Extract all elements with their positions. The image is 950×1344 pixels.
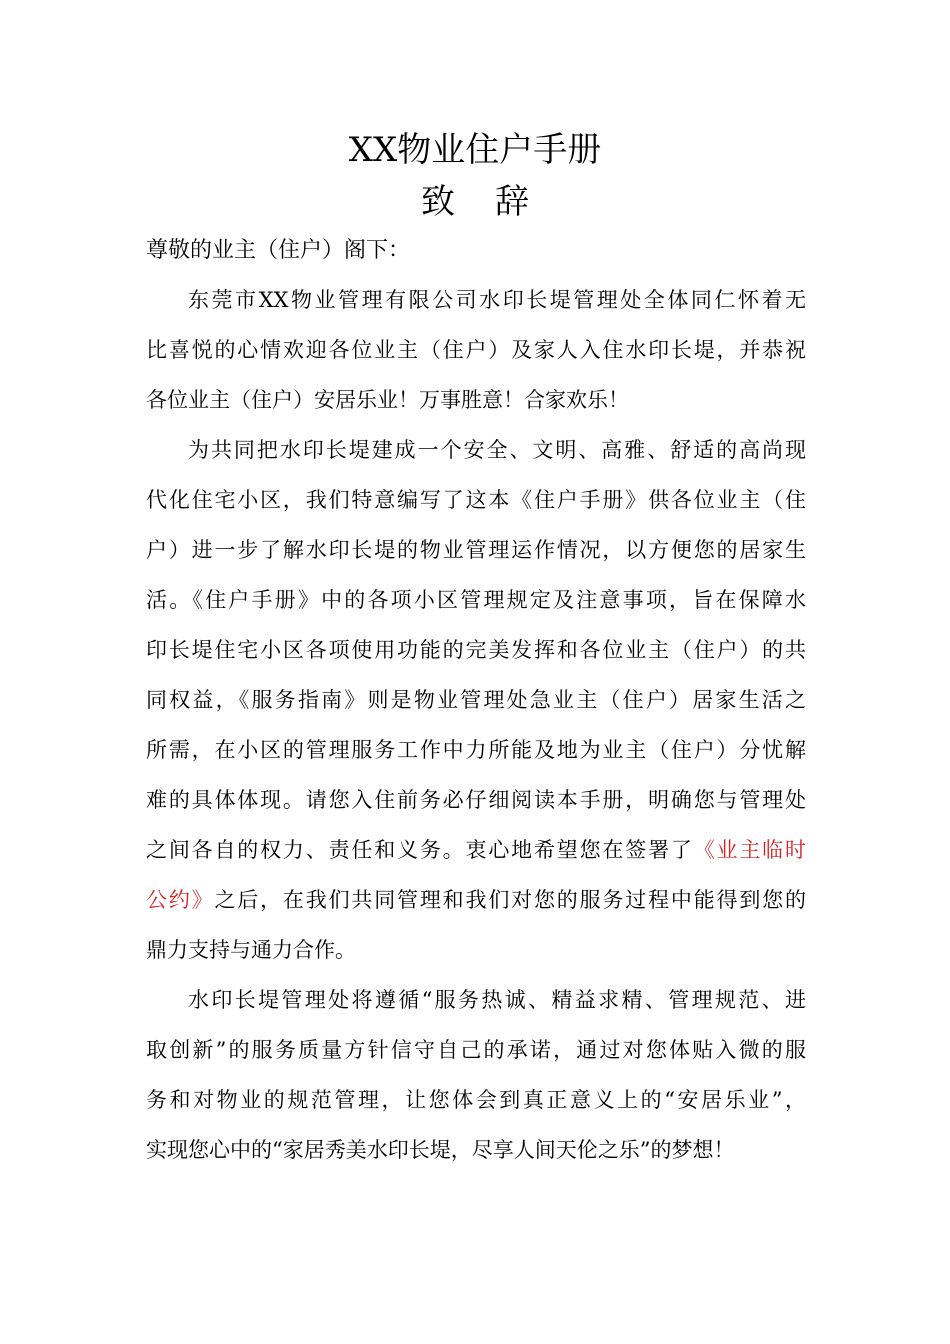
- paragraph-text: 之后，在我们共同管理和我们对您的服务过程中能得到您的: [214, 888, 807, 912]
- paragraph-text: 之间各自的权力、责任和义务。衷心地希望您在签署了: [146, 838, 694, 862]
- paragraph-line: [146, 825, 806, 875]
- paragraph-line: 印长堤住宅小区各项使用功能的完美发挥和各位业主（住户）的共: [146, 638, 806, 662]
- highlighted-covenant-title: 《业主临时: [693, 838, 807, 862]
- paragraph-line: [146, 875, 806, 925]
- paragraph-line: 活。《住户手册》中的各项小区管理规定及注意事项，旨在保障水: [146, 588, 806, 612]
- paragraph-line: 实现您心中的“家居秀美水印长堤，尽享人间天伦之乐”的梦想！: [146, 1138, 735, 1162]
- paragraph-line: 各位业主（住户）安居乐业！万事胜意！合家欢乐！: [146, 388, 629, 412]
- paragraph-line: 比喜悦的心情欢迎各位业主（住户）及家人入住水印长堤，并恭祝: [146, 338, 806, 362]
- subtitle-char-2: 辞: [495, 182, 529, 222]
- paragraph-commitment: [146, 975, 806, 1175]
- paragraph-line: 务和对物业的规范管理，让您体会到真正意义上的“安居乐业”，: [146, 1088, 806, 1112]
- salutation: 尊敬的业主（住户）阁下：: [146, 238, 411, 263]
- paragraph-line: 鼎力支持与通力合作。: [146, 938, 356, 962]
- paragraph-handbook: [146, 425, 806, 975]
- paragraph-line: 难的具体体现。请您入住前务必仔细阅读本手册，明确您与管理处: [146, 788, 806, 812]
- paragraph-line: 为共同把水印长堤建成一个安全、文明、高雅、舒适的高尚现: [188, 438, 806, 462]
- document-subtitle: [0, 182, 950, 222]
- highlighted-covenant-title: 公约》: [146, 888, 215, 912]
- subtitle-char-1: 致: [421, 182, 455, 222]
- paragraph-line: 同权益，《服务指南》则是物业管理处急业主（住户）居家生活之: [146, 688, 806, 712]
- document-title: XX物业住户手册: [348, 130, 602, 170]
- paragraph-line: 水印长堤管理处将遵循“服务热诚、精益求精、管理规范、进: [188, 988, 806, 1012]
- paragraph-line: 取创新”的服务质量方针信守自己的承诺，通过对您体贴入微的服: [146, 1038, 806, 1062]
- paragraph-welcome: [146, 275, 806, 425]
- paragraph-line: 代化住宅小区，我们特意编写了这本《住户手册》供各位业主（住: [146, 488, 806, 512]
- paragraph-line: 所需，在小区的管理服务工作中力所能及地为业主（住户）分忧解: [146, 738, 806, 762]
- paragraph-line: 户）进一步了解水印长堤的物业管理运作情况，以方便您的居家生: [146, 538, 806, 562]
- paragraph-line: 东莞市XX物业管理有限公司水印长堤管理处全体同仁怀着无: [188, 288, 806, 312]
